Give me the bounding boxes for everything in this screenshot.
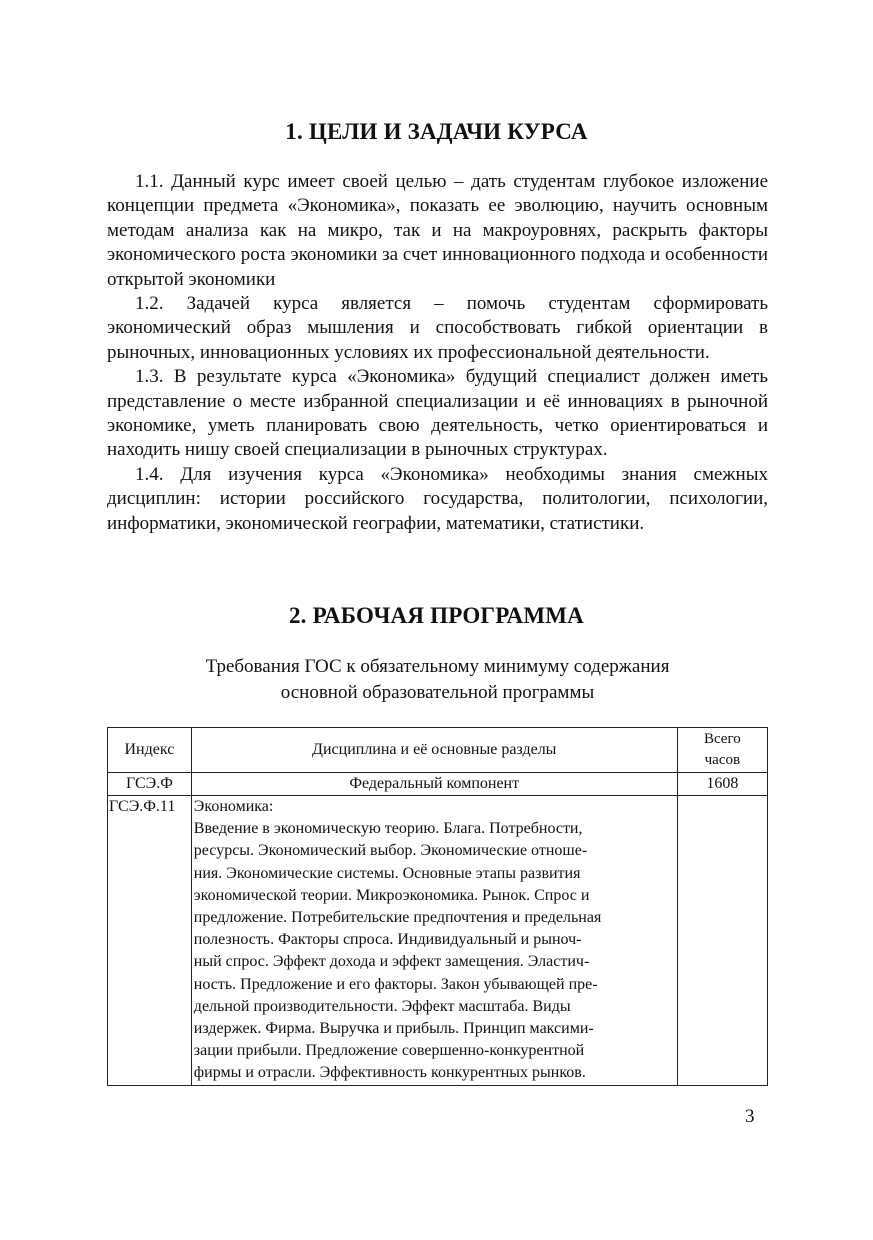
discipline-line: фирмы и отрасли. Эффективность конкурентных рынков. (193, 1064, 586, 1082)
table-row (108, 773, 768, 796)
paragraph-1-2: 1.2. Задачей курса является – помочь студентам сформировать экономический образ мышления и способствовать гибкой ориентации в рыночных, инновационных условиях их профессиональной деятельности. (107, 293, 768, 363)
section-2-title: 2. РАБОЧАЯ ПРОГРАММА (288, 603, 584, 628)
discipline-line: экономической теории. Микроэкономика. Рынок. Спрос и (193, 886, 590, 904)
section-1-body (107, 170, 768, 536)
caption-line-2: основной образовательной программы (280, 682, 595, 703)
section-1-title: 1. ЦЕЛИ И ЗАДАЧИ КУРСА (285, 119, 588, 144)
discipline-line: предложение. Потребительские предпочтения и предельная (193, 909, 602, 927)
discipline-line: ресурсы. Экономический выбор. Экономические отноше- (193, 842, 588, 860)
header-hours (677, 728, 767, 773)
row-index: ГСЭ.Ф.11 (108, 796, 192, 1086)
discipline-line: ный спрос. Эффект дохода и эффект замещения. Эластич- (193, 953, 590, 971)
discipline-line: ния. Экономические системы. Основные этапы развития (193, 864, 581, 882)
table-caption (107, 654, 768, 706)
discipline-title: Экономика: (193, 798, 274, 815)
row-hours: 1608 (677, 773, 767, 796)
requirements-table (107, 727, 768, 1086)
header-index: Индекс (108, 728, 192, 773)
header-hours-line-1: Всего (703, 731, 741, 747)
discipline-line: полезность. Факторы спроса. Индивидуальный и рыноч- (193, 931, 582, 949)
caption-line-1: Требования ГОС к обязательному минимуму содержания (205, 656, 670, 677)
discipline-line: дельной производительности. Эффект масштаба. Виды (193, 997, 571, 1015)
header-hours-line-2: часов (704, 752, 741, 768)
table-row (108, 796, 768, 1086)
header-discipline: Дисциплина и её основные разделы (191, 728, 677, 773)
discipline-line: ность. Предложение и его факторы. Закон убывающей пре- (193, 975, 598, 993)
paragraph-1-4: 1.4. Для изучения курса «Экономика» необходимы знания смежных дисциплин: истории российского государства, политологии, психологии, информатики, экономической географии, математики, статистики. (107, 463, 768, 534)
row-discipline (191, 796, 677, 1086)
discipline-line: Введение в экономическую теорию. Блага. Потребности, (193, 820, 583, 838)
page-number: 3 (745, 1106, 755, 1127)
paragraph-1-3: 1.3. В результате курса «Экономика» будущий специалист должен иметь представление о месте избранной специализации и её инновациях в рыночной экономике, уметь планировать свою деятельность, четко ориентироваться и находить нишу своей специализации в рыночных структурах. (107, 366, 768, 461)
paragraph-1-1: 1.1. Данный курс имеет своей целью – дать студентам глубокое изложение концепции предмета «Экономика», показать ее эволюцию, научить основным методам анализа как на микро, так и на макроуровнях, раскрыть факторы экономического роста экономики за счет инновационного подхода и особенности открытой экономики (107, 171, 768, 290)
discipline-line: издержек. Фирма. Выручка и прибыль. Принцип максими- (193, 1020, 594, 1038)
table-header-row (108, 728, 768, 773)
row-hours (677, 796, 767, 1086)
row-index: ГСЭ.Ф (108, 773, 192, 796)
discipline-line: зации прибыли. Предложение совершенно-конкурентной (193, 1042, 585, 1060)
row-discipline: Федеральный компонент (191, 773, 677, 796)
